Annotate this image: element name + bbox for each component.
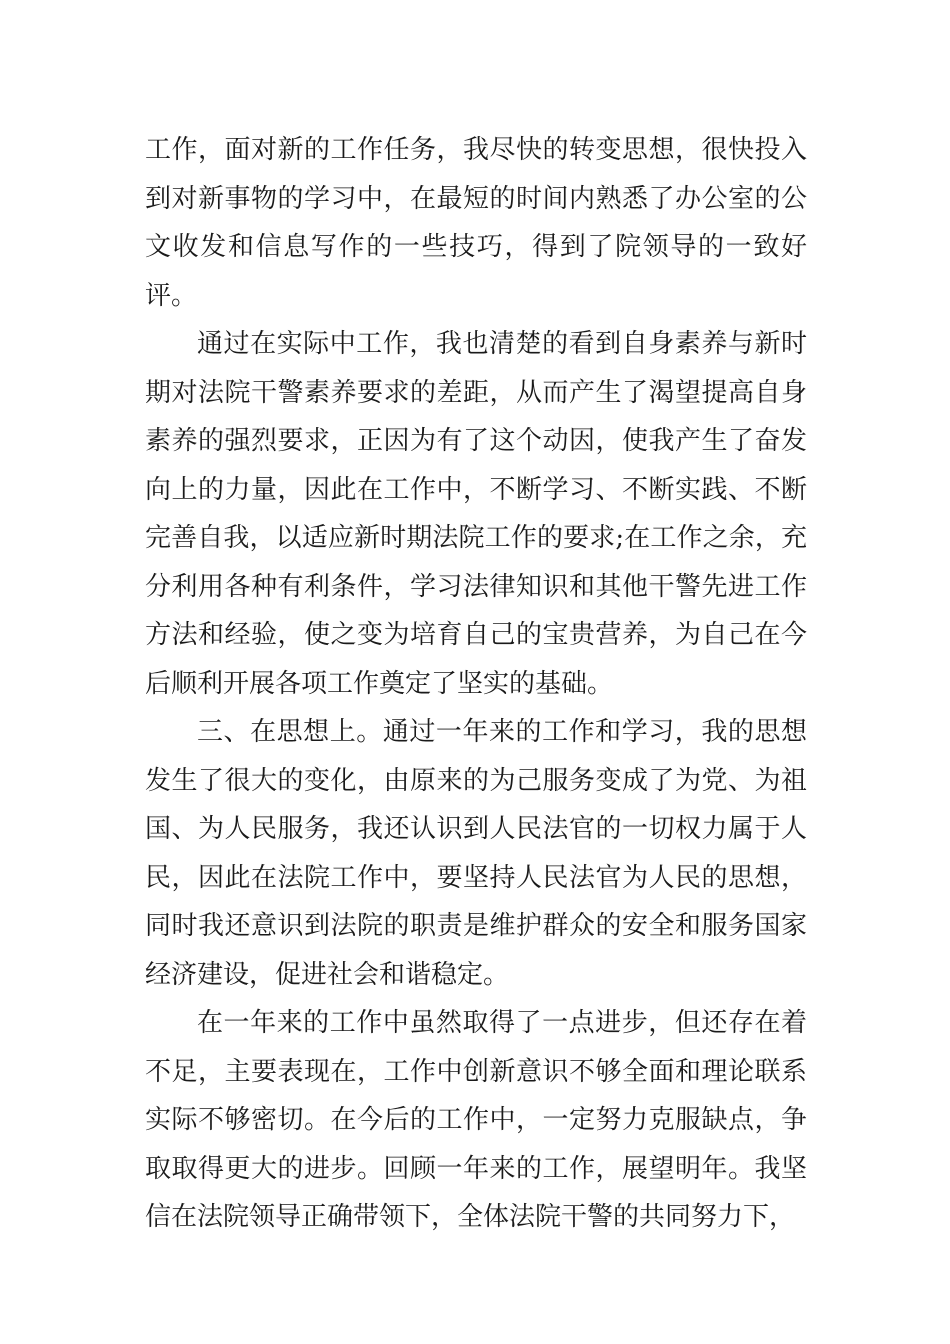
paragraph-self-improvement: 通过在实际中工作，我也清楚的看到自身素养与新时期对法院干警素养要求的差距，从而产生了渴望提高自身素养的强烈要求，正因为有了这个动因，使我产生了奋发向上的力量，因此在工作中，不断学习、不断实践、不断完善自我，以适应新时期法院工作的要求;在工作之余，充分利用各种有利条件，学习法律知识和其他干警先进工作方法和经验，使之变为培育自己的宝贵营养，为自己在今后顺利开展各项工作奠定了坚实的基础。 — [145, 329, 807, 699]
paragraph-continuation: 工作，面对新的工作任务，我尽快的转变思想，很快投入到对新事物的学习中，在最短的时间内熟悉了办公室的公文收发和信息写作的一些技巧，得到了院领导的一致好评。 — [145, 135, 807, 311]
document-body — [145, 126, 807, 1242]
paragraph-ideology: 三、在思想上。通过一年来的工作和学习，我的思想发生了很大的变化，由原来的为己服务变成了为党、为祖国、为人民服务，我还认识到人民法官的一切权力属于人民，因此在法院工作中，要坚持人民法官为人民的思想，同时我还意识到法院的职责是维护群众的安全和服务国家经济建设，促进社会和谐稳定。 — [145, 717, 807, 990]
paragraph-shortcomings: 在一年来的工作中虽然取得了一点进步，但还存在着不足，主要表现在，工作中创新意识不够全面和理论联系实际不够密切。在今后的工作中，一定努力克服缺点，争取取得更大的进步。回顾一年来的工作，展望明年。我坚信在法院领导正确带领下，全体法院干警的共同努力下， — [145, 1008, 807, 1232]
